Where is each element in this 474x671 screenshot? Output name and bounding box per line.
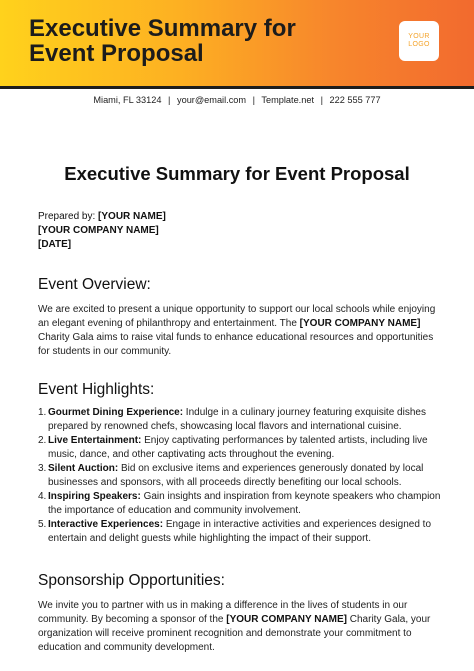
- prepared-by-block: [38, 210, 166, 252]
- highlight-label: Inspiring Speakers:: [48, 491, 141, 502]
- date-line: [38, 238, 166, 252]
- highlight-item: [38, 518, 442, 546]
- highlight-text: Enjoy captivating performances by talented artists, including live music, dance, and other captivating acts throughout the evening.: [48, 435, 428, 460]
- highlight-number: 4.: [38, 491, 47, 502]
- overview-text-part2: Charity Gala aims to raise vital funds to enhance educational resources and opportunities for students in our community.: [38, 332, 434, 357]
- contact-email: your@email.com: [176, 95, 247, 105]
- highlight-text: Bid on exclusive items and experiences generously donated by local businesses and sponsors, with all proceeds directly benefiting our local schools.: [48, 463, 424, 488]
- prepared-by-line: [38, 210, 166, 224]
- banner-title: [29, 16, 296, 66]
- contact-line: [0, 95, 474, 105]
- highlight-text: Indulge in a culinary journey featuring exquisite dishes prepared by renowned chefs, showcasing local flavors and international cuisine.: [48, 407, 426, 432]
- contact-separator: |: [252, 95, 256, 105]
- prepared-by-label: Prepared by:: [38, 211, 96, 222]
- contact-website: Template.net: [261, 95, 315, 105]
- highlight-item: [38, 406, 442, 434]
- highlight-text: Gain insights and inspiration from keynote speakers who champion the importance of education and community involvement.: [48, 491, 441, 516]
- event-overview-heading: Event Overview:: [38, 276, 151, 293]
- highlight-number: 2.: [38, 435, 47, 446]
- prepared-by-name: [YOUR NAME]: [98, 211, 166, 222]
- overview-text-part1: We are excited to present a unique opportunity to support our local schools while enjoying an elegant evening of philanthropy and entertainment. The: [38, 304, 436, 329]
- sponsorship-heading: Sponsorship Opportunities:: [38, 572, 225, 589]
- document-title: Executive Summary for Event Proposal: [64, 163, 410, 184]
- document-date: [DATE]: [38, 239, 72, 250]
- highlight-number: 5.: [38, 519, 47, 530]
- highlight-number: 3.: [38, 463, 47, 474]
- banner-title-line1: Executive Summary for: [29, 15, 296, 42]
- highlight-label: Silent Auction:: [48, 463, 119, 474]
- contact-address: Miami, FL 33124: [93, 95, 162, 105]
- logo-text-line1: YOUR: [408, 33, 430, 40]
- event-highlights-list: [38, 406, 442, 546]
- highlight-item: [38, 462, 442, 490]
- contact-phone: 222 555 777: [329, 95, 381, 105]
- contact-separator: |: [320, 95, 323, 105]
- overview-company-name: [YOUR COMPANY NAME]: [299, 318, 421, 329]
- highlight-label: Interactive Experiences:: [48, 519, 164, 530]
- highlight-label: Live Entertainment:: [48, 435, 142, 446]
- logo-text-line2: LOGO: [408, 41, 430, 48]
- company-name-line: [38, 224, 166, 238]
- sponsorship-text-part1: We invite you to partner with us in making a difference in the lives of students in our community. By becoming a sponsor of the: [38, 600, 408, 625]
- highlight-text: Engage in interactive activities and experiences designed to entertain and delight guests while highlighting the impact of their support.: [48, 519, 432, 544]
- highlight-item: [38, 434, 442, 462]
- company-logo: [399, 21, 439, 61]
- company-name: [YOUR COMPANY NAME]: [38, 225, 159, 236]
- highlight-item: [38, 490, 442, 518]
- event-highlights-heading: Event Highlights:: [38, 381, 155, 398]
- banner-title-line2: Event Proposal: [29, 40, 204, 67]
- sponsorship-text: [38, 599, 436, 655]
- highlight-number: 1.: [38, 407, 47, 418]
- header-divider: [0, 86, 474, 89]
- header-banner: [0, 0, 474, 86]
- contact-separator: |: [168, 95, 171, 105]
- sponsorship-text-part2: Charity Gala, your organization will receive prominent recognition and demonstrate your commitment to education and community development.: [38, 614, 431, 653]
- highlight-label: Gourmet Dining Experience:: [48, 407, 184, 418]
- sponsorship-company-name: [YOUR COMPANY NAME]: [226, 614, 347, 625]
- event-overview-text: [38, 303, 436, 359]
